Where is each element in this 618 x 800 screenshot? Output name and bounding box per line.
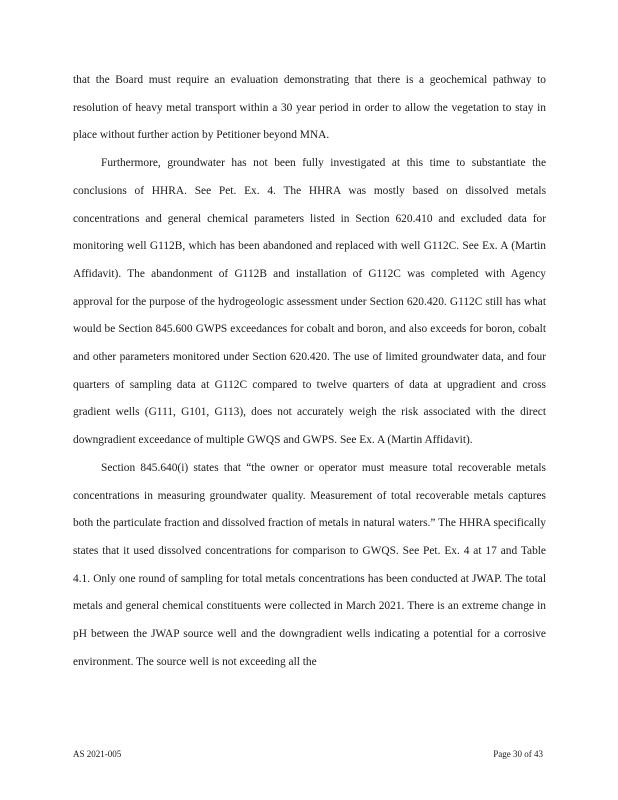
page-number: Page 30 of 43 bbox=[493, 749, 543, 759]
paragraph-groundwater: Furthermore, groundwater has not been fully investigated at this time to substantiate the conclusions of HHRA. See Pet. Ex. 4. The HHRA was mostly based on dissolved metals concentrations and general chemical parameters listed in Section 620.410 and excluded data for monitoring well G112B, which has been abandoned and replaced with well G112C. See Ex. A (Martin Affidavit). The abandonment of G112B and installation of G112C was completed with Agency approval for the purpose of the hydrogeologic assessment under Section 620.420. G112C still has what would be Section 845.600 GWPS exceedances for cobalt and boron, and also exceeds for boron, cobalt and other parameters monitored under Section 620.420. The use of limited groundwater data, and four quarters of sampling data at G112C compared to twelve quarters of data at upgradient and cross gradient wells (G111, G101, G113), does not accurately weigh the risk associated with the direct downgradient exceedance of multiple GWQS and GWPS. See Ex. A (Martin Affidavit). bbox=[73, 157, 546, 447]
paragraph-section-845: Section 845.640(i) states that “the owner or operator must measure total recoverable metals concentrations in measuring groundwater quality. Measurement of total recoverable metals captures both the particulate fraction and dissolved fraction of metals in natural waters.” The HHRA specifically states that it used dissolved concentrations for comparison to GWQS. See Pet. Ex. 4 at 17 and Table 4.1. Only one round of sampling for total metals concentrations has been conducted at JWAP. The total metals and general chemical constituents were collected in March 2021. There is an extreme change in pH between the JWAP source well and the downgradient wells indicating a potential for a corrosive environment. The source well is not exceeding all the bbox=[73, 461, 546, 668]
paragraph-continuation: that the Board must require an evaluation demonstrating that there is a geochemical pathway to resolution of heavy metal transport within a 30 year period in order to allow the vegetation to stay in place without further action by Petitioner beyond MNA. bbox=[73, 74, 546, 142]
document-body bbox=[73, 67, 546, 676]
case-number: AS 2021-005 bbox=[73, 749, 122, 759]
